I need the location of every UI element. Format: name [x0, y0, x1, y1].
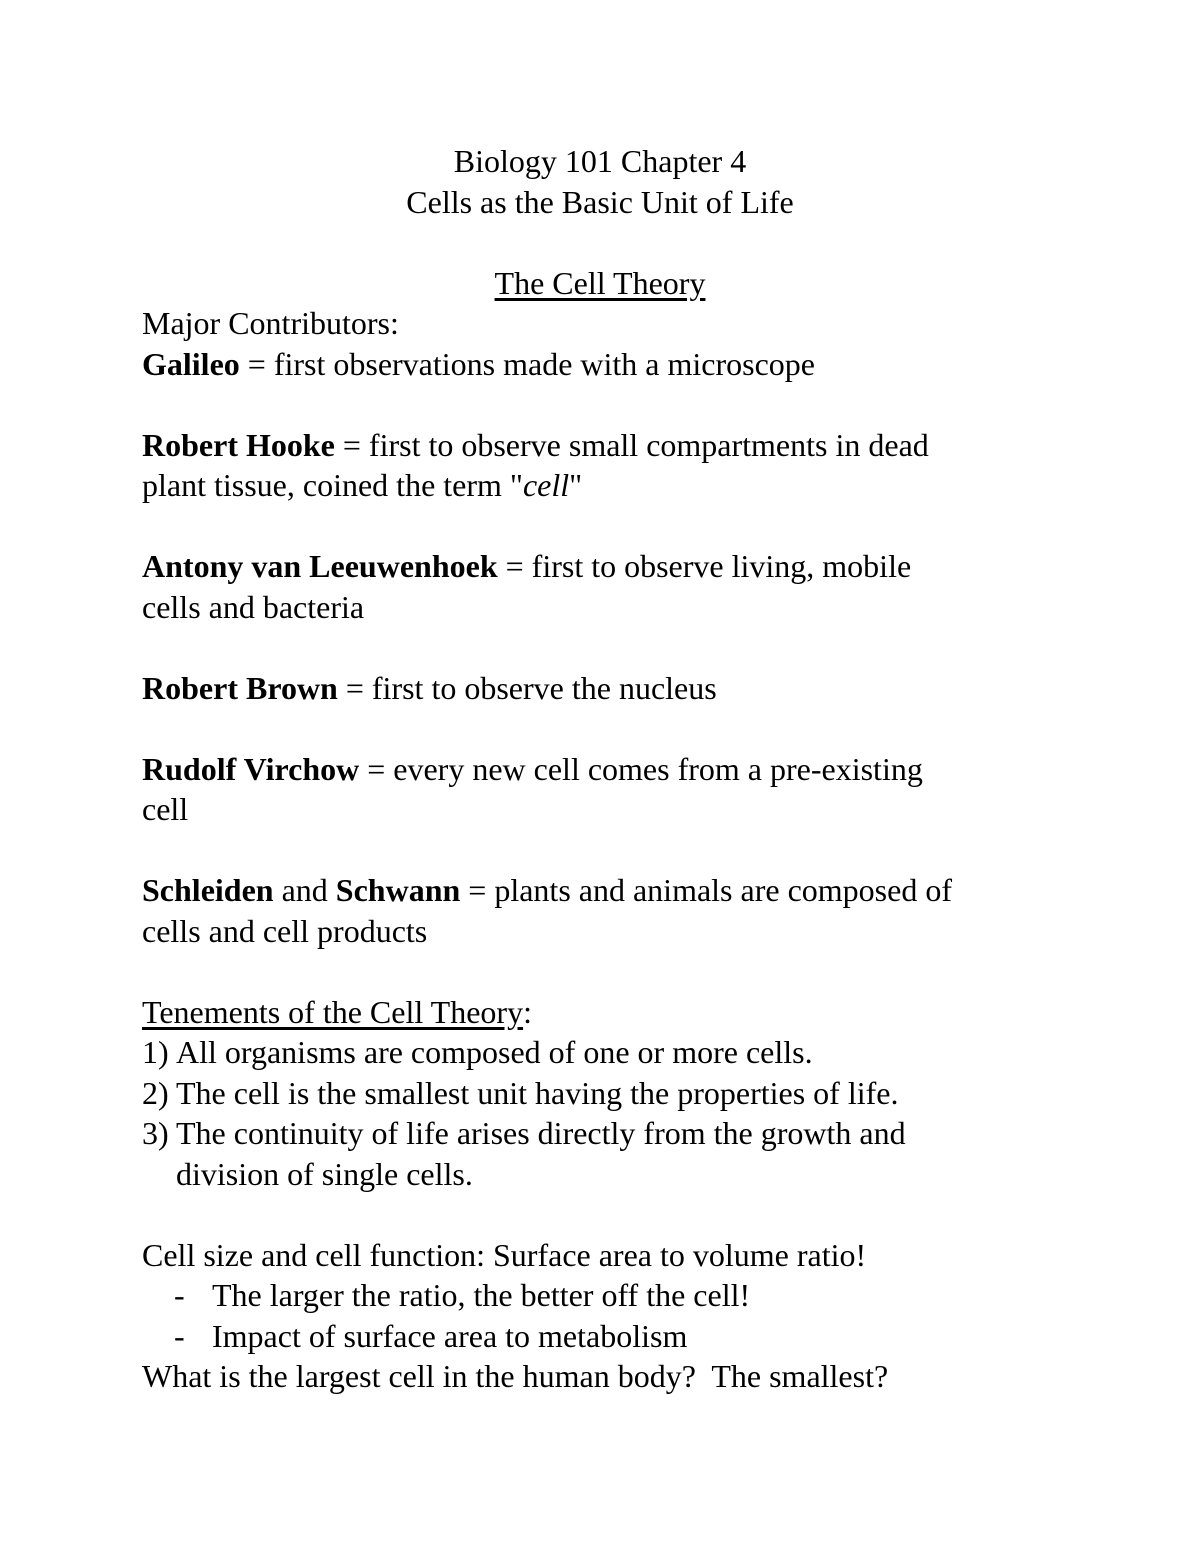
item-text: All organisms are composed of one or more cells. — [176, 1034, 813, 1070]
contributor-line-cont: cells and bacteria — [142, 588, 365, 625]
contributor-desc: first observations made with a microscope — [273, 345, 815, 382]
contributor-name-2: Schwann — [335, 872, 461, 908]
contributor-line-cont: cells and cell products — [142, 912, 428, 949]
equals-sep: = — [239, 345, 274, 382]
contributor-entry — [142, 668, 1072, 709]
contributor-line — [142, 870, 1072, 911]
section-title-wrap — [142, 263, 1058, 304]
contributor-desc: first to observe living, mobile — [531, 548, 912, 584]
contributor-entry — [142, 344, 1072, 385]
course-title: Biology 101 Chapter 4 — [453, 143, 747, 179]
contributor-line-cont — [142, 465, 1072, 506]
cell-size-heading: Cell size and cell function: Surface area to volume ratio! — [142, 1236, 867, 1273]
spacer — [142, 627, 1072, 668]
closing-quote: " — [569, 467, 583, 503]
item-text-cont: division of single cells. — [176, 1155, 473, 1192]
contributor-desc: plants and animals are composed of — [494, 872, 952, 908]
contributor-desc: every new cell comes from a pre-existing — [393, 750, 923, 787]
item-number: 1) — [142, 1034, 169, 1070]
contributor-name: Rudolf Virchow — [142, 750, 360, 787]
contributors-heading: Major Contributors: — [142, 305, 399, 341]
contributor-line — [142, 344, 1072, 385]
equals-sep: = — [337, 669, 372, 706]
spacer — [142, 951, 1072, 992]
term-cell: cell — [522, 467, 570, 503]
contributor-desc: first to observe small compartments in dead — [368, 426, 929, 463]
item-number: 2) — [142, 1074, 169, 1111]
contributor-entry — [142, 870, 1072, 951]
equals-sep: = — [334, 426, 369, 463]
contributor-name: Robert Hooke — [142, 426, 335, 463]
section-title: The Cell Theory — [494, 264, 706, 301]
bullet-text: The larger the ratio, the better off the cell! — [212, 1277, 751, 1313]
numbered-item — [142, 1073, 1072, 1114]
contributor-desc: plant tissue, coined the term " — [142, 467, 523, 503]
and-word: and — [273, 872, 336, 908]
equals-sep: = — [359, 750, 394, 787]
spacer — [142, 506, 1072, 547]
spacer — [142, 384, 1072, 425]
contributor-entry — [142, 425, 1072, 506]
numbered-item — [142, 1032, 1072, 1073]
tenements-heading: Tenements of the Cell Theory — [142, 993, 524, 1030]
document-content — [142, 141, 1072, 1397]
spacer — [142, 830, 1072, 871]
item-number: 3) — [142, 1115, 169, 1151]
spacer — [142, 1194, 1072, 1235]
contributor-line — [142, 546, 1072, 587]
contributor-desc: first to observe the nucleus — [371, 669, 717, 706]
dash-marker: - — [174, 1317, 185, 1354]
spacer — [142, 222, 1058, 263]
contributor-line — [142, 668, 1072, 709]
bullet-item — [142, 1275, 1072, 1316]
contributor-name: Schleiden — [142, 872, 274, 908]
contributors-section — [142, 303, 1072, 992]
tenements-heading-line — [142, 992, 1072, 1033]
equals-sep: = — [460, 872, 495, 908]
document-header — [142, 141, 1058, 303]
contributor-entry — [142, 749, 1072, 830]
contributor-line-cont: cell — [142, 791, 189, 827]
contributor-line — [142, 425, 1072, 466]
contributor-name: Galileo — [142, 345, 240, 382]
contributor-name: Antony van Leeuwenhoek — [142, 548, 498, 584]
contributor-line — [142, 749, 1072, 790]
item-text: The cell is the smallest unit having the properties of life. — [176, 1074, 899, 1111]
bullet-text: Impact of surface area to metabolism — [212, 1317, 688, 1354]
cell-size-section — [142, 1235, 1072, 1397]
heading-colon: : — [523, 993, 532, 1030]
dash-marker: - — [174, 1277, 185, 1313]
equals-sep: = — [497, 548, 532, 584]
spacer — [142, 708, 1072, 749]
question-text: What is the largest cell in the human body? The smallest? — [142, 1358, 889, 1394]
chapter-title: Cells as the Basic Unit of Life — [406, 183, 794, 220]
contributor-name: Robert Brown — [142, 669, 338, 706]
contributor-entry — [142, 546, 1072, 627]
numbered-item — [142, 1113, 1072, 1154]
bullet-item — [142, 1316, 1072, 1357]
tenements-section — [142, 992, 1072, 1235]
item-text: The continuity of life arises directly from the growth and — [176, 1115, 906, 1151]
